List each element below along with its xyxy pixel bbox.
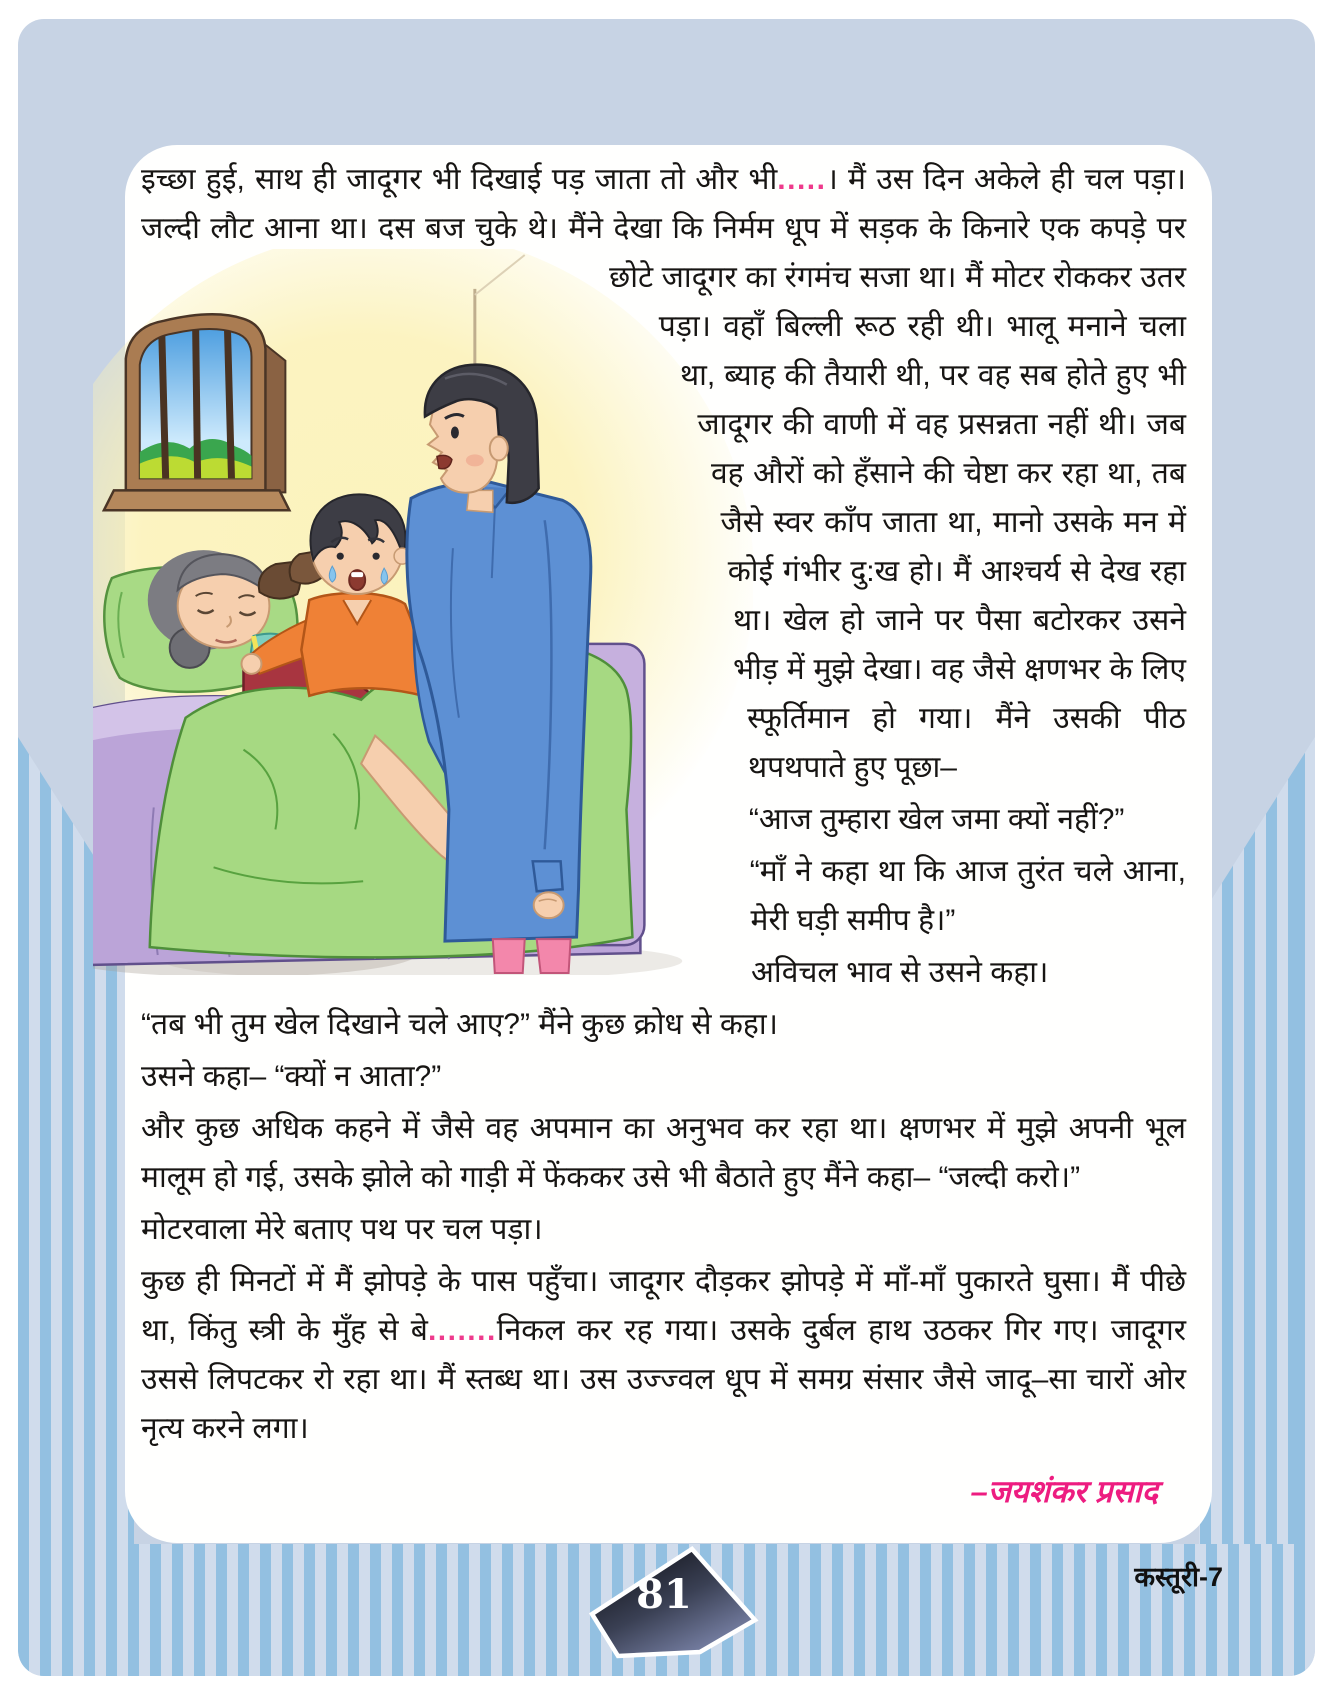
ellipsis-dots: ..... (777, 163, 827, 196)
paragraph-5: मोटरवाला मेरे बताए पथ पर चल पड़ा। (141, 1213, 543, 1246)
paragraph-4: और कुछ अधिक कहने में जैसे वह अपमान का अनुभव कर रहा था। क्षणभर में मुझे अपनी भूल मालूम हो गई, उसके झोले को गाड़ी में फेंककर उसे भी बैठाते हुए मैंने कहा– “जल्दी करो।” (141, 1112, 1186, 1194)
paragraph-2: “तब भी तुम खेल दिखाने चले आए?” मैंने कुछ क्रोध से कहा। (141, 1008, 778, 1041)
paragraph-1 (141, 155, 1186, 792)
page-number-badge (588, 1544, 760, 1664)
story-span: कपड़े पर छोटे जादूगर का रंगमंच सजा था। मैं मोटर रोककर उतर पड़ा। वहाँ बिल्ली रूठ रही थी। भालू मनाने चला था, ब्याह की तैयारी थी, पर वह सब होते हुए भी जादूगर की वाणी में वह प्रसन्नता नहीं थी। जब वह औरों को हँसाने की चेष्टा कर रहा था, तब जैसे स्वर काँप जाता था, मानो उसके मन में कोई गंभीर दु:ख हो। मैं आश्चर्य से देख रहा था। खेल हो जाने पर पैसा बटोरकर उसने भीड़ में मुझे देखा। वह जैसे क्षणभर के लिए स्फूर्तिमान हो गया। मैंने उसकी पीठ थपथपाते हुए पूछा– (609, 212, 1186, 784)
right-stripe-decoration (1199, 719, 1315, 1547)
story-span: कुछ ही मिनटों में मैं झोपड़े के पास पहुँचा। जादूगर दौड़कर झोपड़े में माँ-माँ पुकारते घुसा। मैं पीछे था, किंतु स्त्री के मुँह से बे (141, 1265, 1186, 1347)
book-title-label: कस्तूरी-7 (1134, 1562, 1223, 1592)
quote-1: “आज तुम्हारा खेल जमा क्यों नहीं?” (748, 803, 1125, 836)
story-span: निकल कर रह गया। उसके दुर्बल हाथ उठकर गिर गए। जादूगर उससे लिपटकर रो रहा था। मैं स्तब्ध था। उस उज्ज्वल धूप में समग्र संसार जैसे जादू–सा चारों ओर नृत्य करने लगा। (141, 1314, 1187, 1445)
page-number: 81 (636, 1571, 692, 1618)
window (104, 314, 289, 510)
ellipsis-dots: ....... (427, 1314, 497, 1347)
illustration-float (141, 253, 753, 973)
story-span: । मैं उस दिन अकेले ही चल पड़ा। जल्दी लौट आना था। दस बज चुके थे। मैंने देखा कि निर्मम धूप में सड़क के किनारे एक (141, 163, 1186, 245)
page-background-panel (18, 19, 1315, 1676)
author-attribution: –जयशंकर प्रसाद (970, 1474, 1158, 1509)
content-card (125, 145, 1212, 1543)
quote-2-attribution: अविचल भाव से उसने कहा। (751, 956, 1049, 989)
pentagon-badge-shape (588, 1544, 760, 1664)
story-span: इच्छा हुई, साथ ही जादूगर भी दिखाई पड़ जाता तो और भी (141, 163, 778, 196)
quote-2: “माँ ने कहा था कि आज तुरंत चले आना, मेरी घड़ी समीप है।” (749, 855, 1186, 937)
illustration-sick-mother-scene (93, 249, 753, 975)
paragraph-6 (141, 1257, 1186, 1453)
paragraph-3: उसने कहा– “क्यों न आता?” (141, 1060, 442, 1093)
story-text (141, 155, 1186, 1516)
